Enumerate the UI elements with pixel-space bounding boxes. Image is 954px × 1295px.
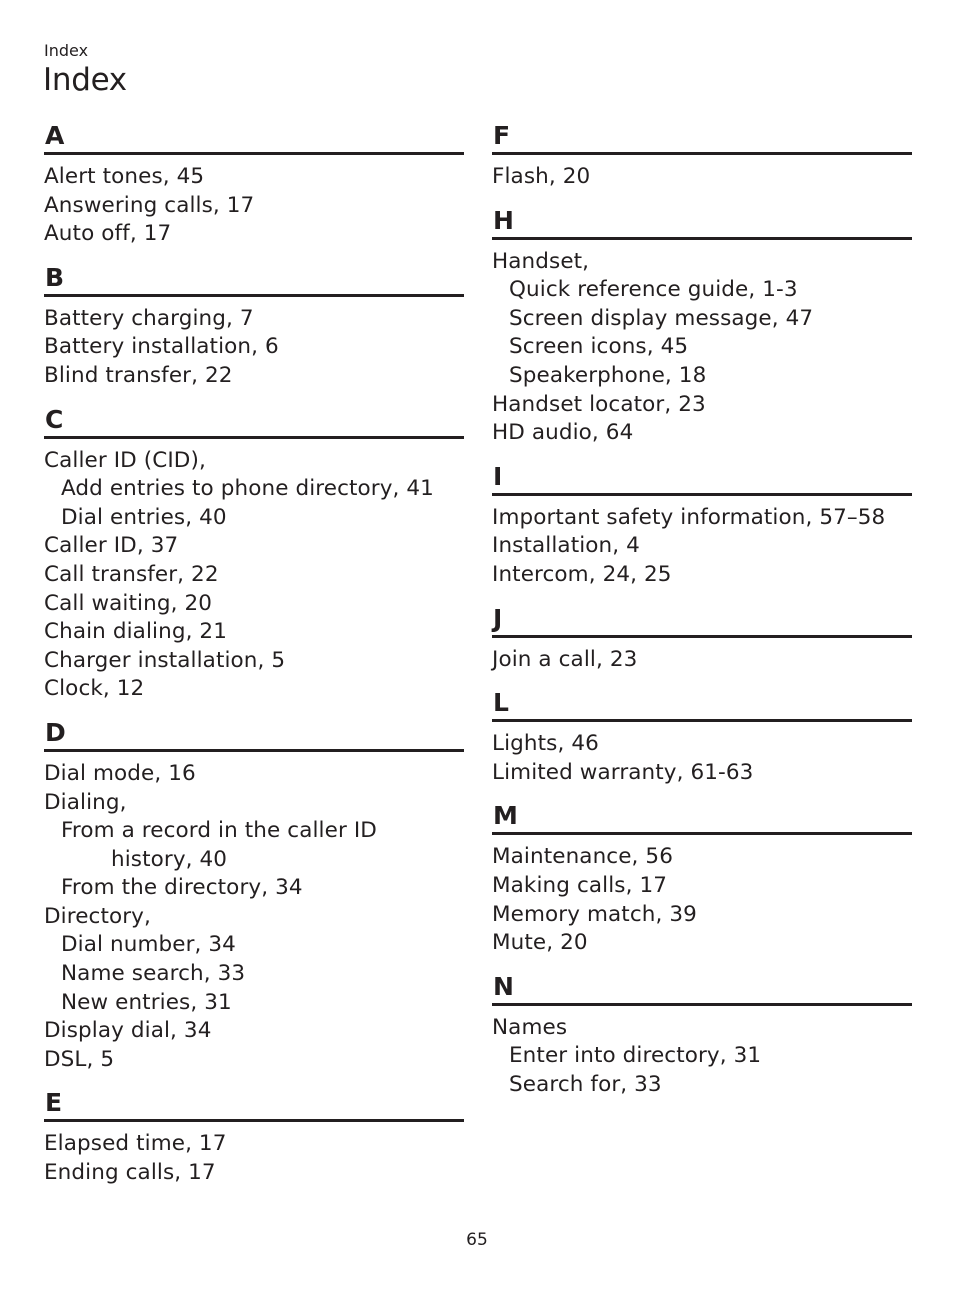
index-section-n <box>492 972 912 1100</box>
index-entry: Mute, 20 <box>492 930 588 956</box>
index-entry-list <box>44 447 464 704</box>
index-entry: Answering calls, 17 <box>44 192 255 218</box>
index-entry: Battery charging, 7 <box>44 305 254 331</box>
index-entry: Join a call, 23 <box>492 646 638 672</box>
index-entry: Clock, 12 <box>44 676 145 702</box>
section-letter-heading: A <box>44 121 464 155</box>
index-entry: Names <box>492 1014 568 1040</box>
index-entry: Chain dialing, 21 <box>44 619 227 645</box>
index-entry: Lights, 46 <box>492 731 599 757</box>
index-section-c <box>44 405 464 704</box>
index-entry: Caller ID, 37 <box>44 533 179 559</box>
running-head: Index <box>44 41 89 60</box>
index-entry: HD audio, 64 <box>492 420 634 446</box>
index-entry: Dialing, <box>44 789 127 815</box>
index-entry: Installation, 4 <box>492 533 640 559</box>
index-entry: DSL, 5 <box>44 1046 115 1072</box>
index-entry: Handset locator, 23 <box>492 391 706 417</box>
index-entry: Charger installation, 5 <box>44 647 286 673</box>
index-section-j <box>492 604 912 675</box>
index-subentry: Dial number, 34 <box>61 932 236 958</box>
index-entry: Ending calls, 17 <box>44 1160 216 1186</box>
index-entry-list <box>492 646 912 675</box>
index-entry-list <box>44 760 464 1075</box>
section-letter-heading: M <box>492 801 912 835</box>
index-entry-list <box>492 730 912 787</box>
index-subentry: Search for, 33 <box>509 1071 662 1097</box>
index-entry: Battery installation, 6 <box>44 334 279 360</box>
index-entry-list <box>492 504 912 590</box>
index-entry-list <box>44 305 464 391</box>
index-subentry: Screen display message, 47 <box>509 305 814 331</box>
section-letter-heading: E <box>44 1088 464 1122</box>
section-letter-heading: H <box>492 206 912 240</box>
index-entry: Dial mode, 16 <box>44 760 196 786</box>
index-column-right <box>492 121 912 1113</box>
index-entry-list <box>44 1130 464 1187</box>
section-letter-heading: F <box>492 121 912 155</box>
index-section-f <box>492 121 912 192</box>
section-letter-heading: L <box>492 688 912 722</box>
index-subentry: Name search, 33 <box>61 961 246 987</box>
page-title: Index <box>43 62 127 98</box>
index-subentry: New entries, 31 <box>61 989 232 1015</box>
index-entry-list <box>492 248 912 448</box>
index-subentry: Enter into directory, 31 <box>509 1043 762 1069</box>
index-entry: Alert tones, 45 <box>44 164 205 189</box>
index-section-e <box>44 1088 464 1187</box>
index-subentry: Quick reference guide, 1-3 <box>509 277 798 303</box>
index-entry-list <box>492 163 912 192</box>
index-entry: Handset, <box>492 248 590 274</box>
section-letter-heading: I <box>492 462 912 496</box>
index-entry: Call transfer, 22 <box>44 561 219 587</box>
index-subentry: Speakerphone, 18 <box>509 362 707 388</box>
index-section-d <box>44 718 464 1075</box>
index-entry: Flash, 20 <box>492 164 591 189</box>
index-subentry: Dial entries, 40 <box>61 504 227 530</box>
index-entry: Important safety information, 57–58 <box>492 504 886 530</box>
section-letter-heading: J <box>492 604 912 638</box>
index-entry: Directory, <box>44 903 151 929</box>
index-entry: Auto off, 17 <box>44 221 172 247</box>
index-column-left <box>44 121 464 1202</box>
index-entry: Display dial, 34 <box>44 1018 212 1044</box>
index-entry-list <box>492 1014 912 1100</box>
section-letter-heading: B <box>44 263 464 297</box>
index-entry-list <box>44 163 464 249</box>
index-entry: Memory match, 39 <box>492 901 697 927</box>
index-entry: Elapsed time, 17 <box>44 1131 227 1157</box>
index-entry: Intercom, 24, 25 <box>492 561 672 587</box>
index-section-l <box>492 688 912 787</box>
index-section-a <box>44 121 464 249</box>
section-letter-heading: C <box>44 405 464 439</box>
index-subentry: Add entries to phone directory, 41 <box>61 476 434 502</box>
index-subentry: From a record in the caller ID <box>61 818 377 844</box>
index-entry: Blind transfer, 22 <box>44 362 233 388</box>
index-section-b <box>44 263 464 391</box>
index-entry-list <box>492 843 912 957</box>
section-letter-heading: N <box>492 972 912 1006</box>
index-subentry: Screen icons, 45 <box>509 334 689 360</box>
index-subentry: history, 40 <box>111 846 228 872</box>
index-entry: Call waiting, 20 <box>44 590 213 616</box>
index-section-i <box>492 462 912 590</box>
page-number: 65 <box>466 1230 488 1250</box>
index-entry: Maintenance, 56 <box>492 844 673 870</box>
section-letter-heading: D <box>44 718 464 752</box>
index-section-h <box>492 206 912 448</box>
index-entry: Caller ID (CID), <box>44 447 206 473</box>
index-subentry: From the directory, 34 <box>61 875 303 901</box>
index-entry: Limited warranty, 61-63 <box>492 759 754 785</box>
index-section-m <box>492 801 912 957</box>
index-entry: Making calls, 17 <box>492 872 668 898</box>
